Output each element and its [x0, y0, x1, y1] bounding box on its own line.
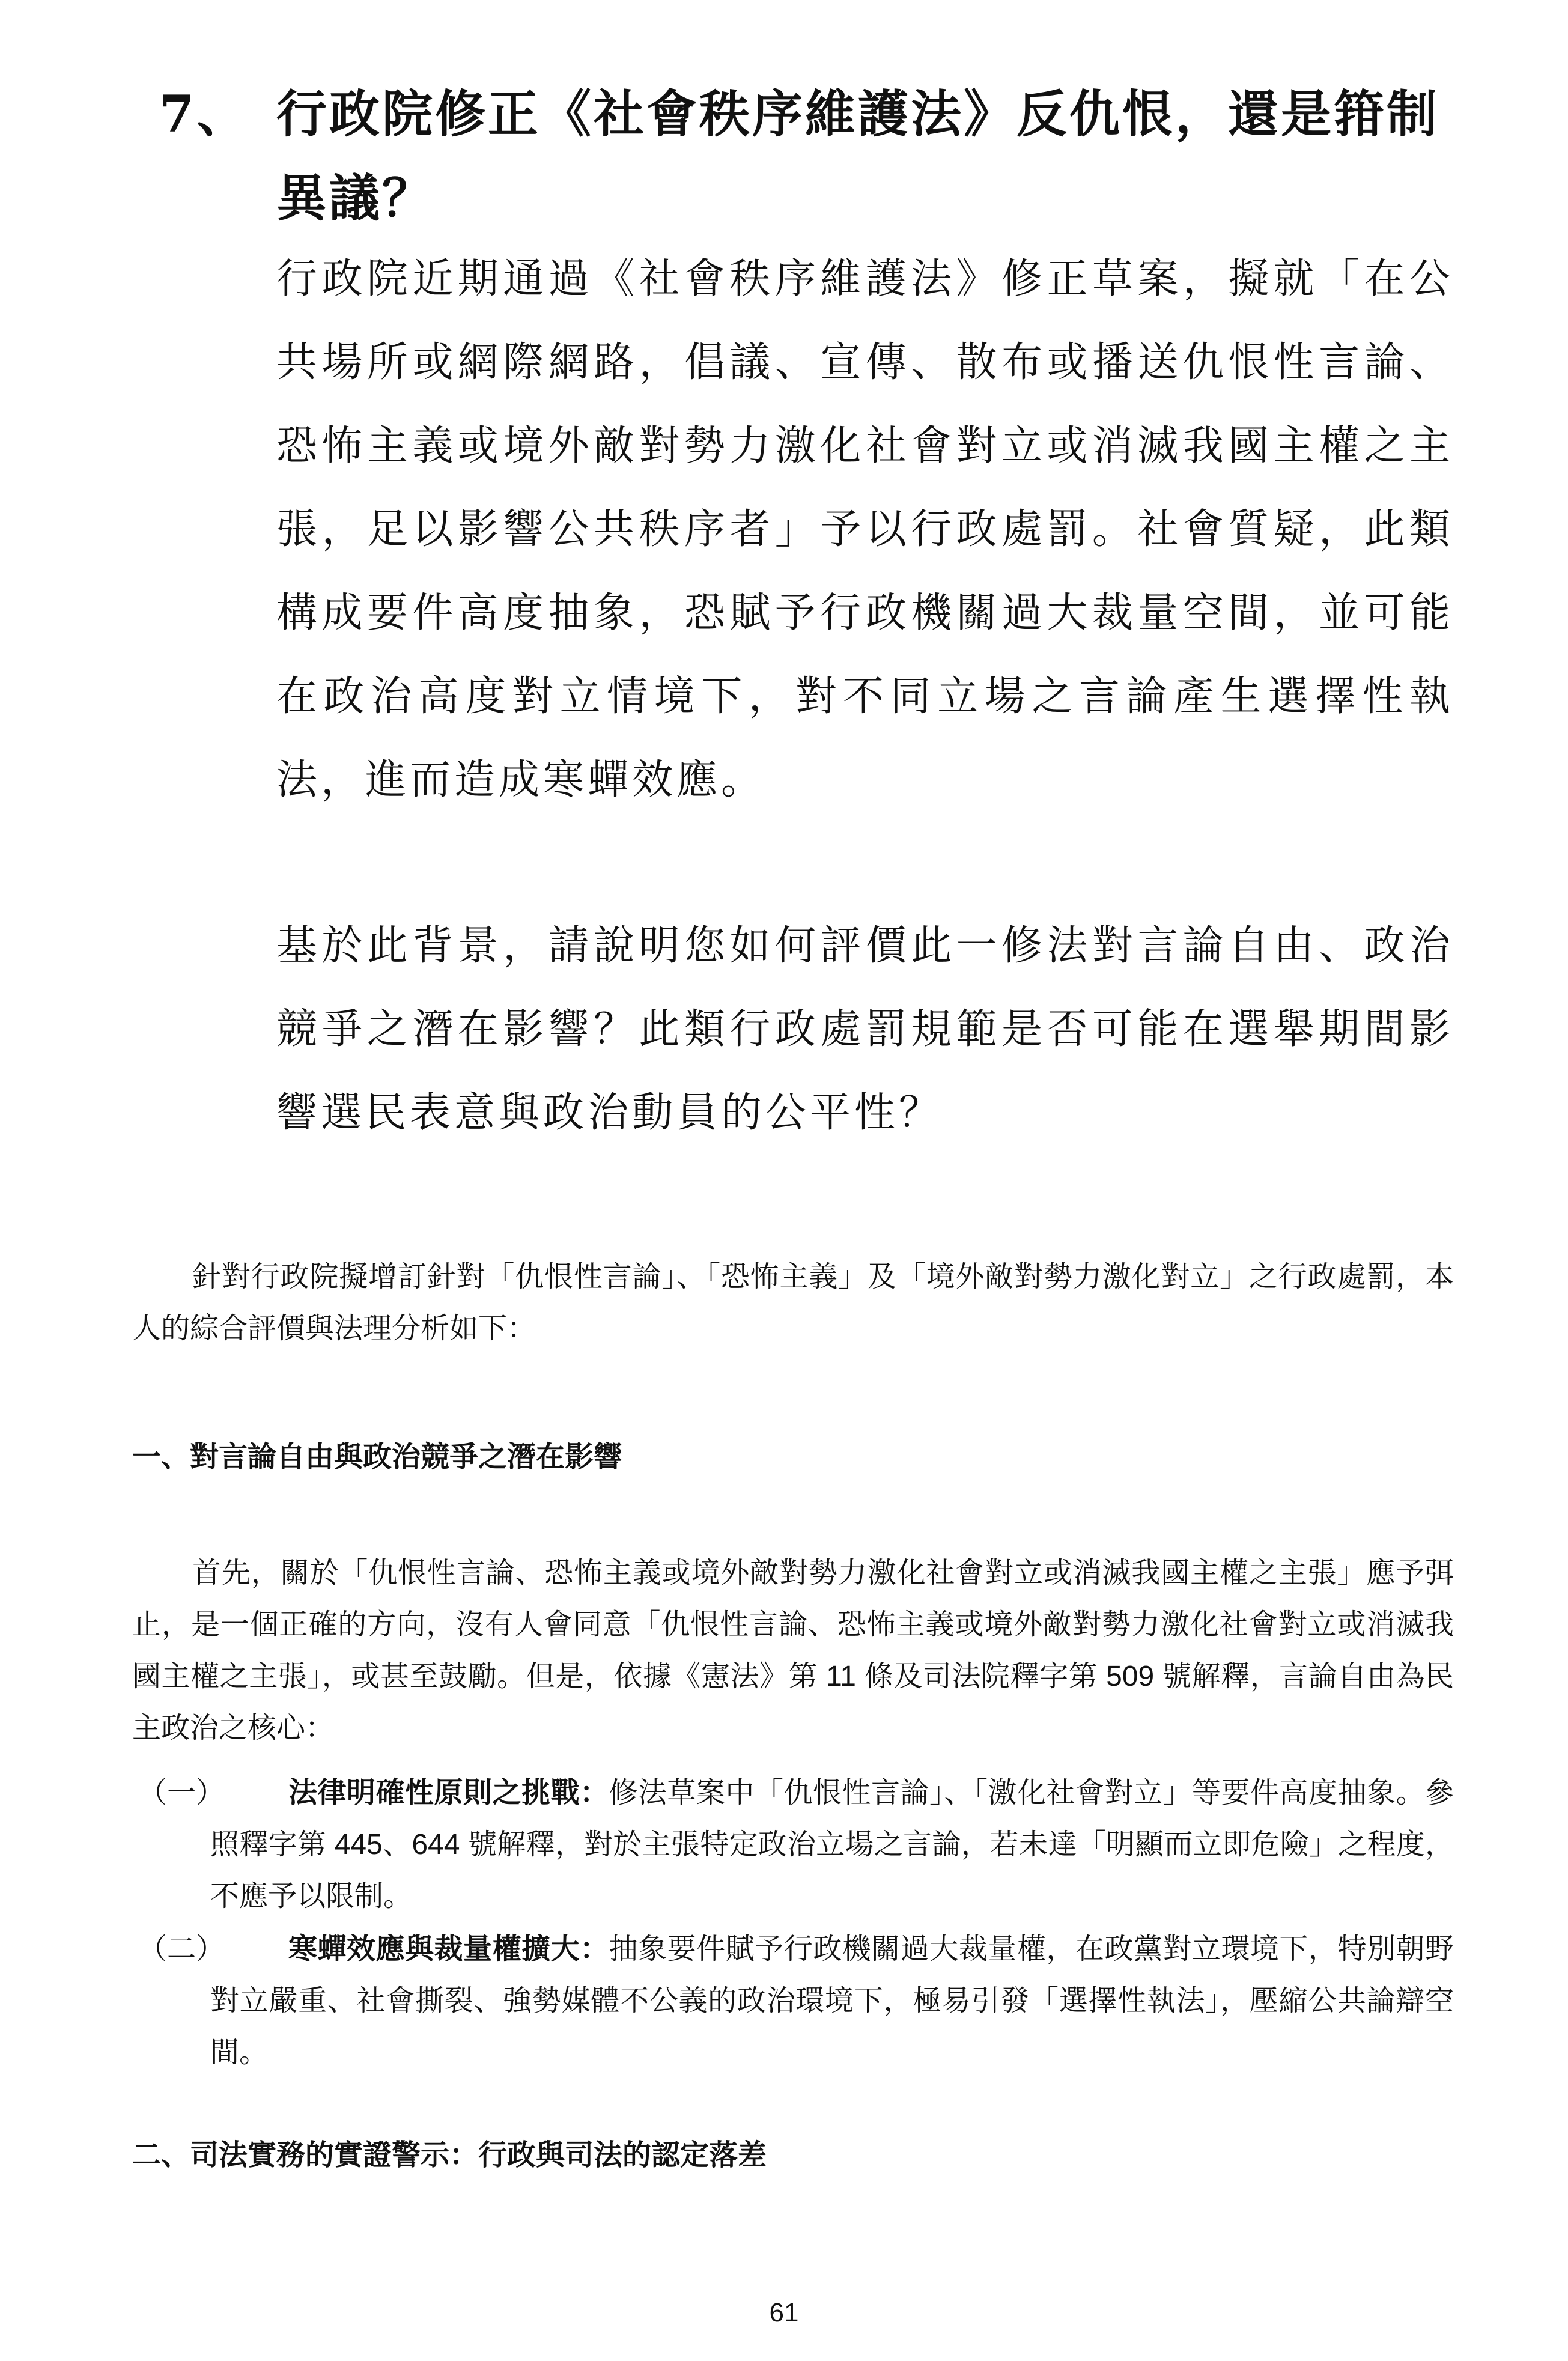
section-heading-2: 二、司法實務的實證警示：行政與司法的認定落差 — [132, 2139, 767, 2171]
list-item — [132, 1924, 1454, 2079]
list-item-lead: 法律明確性原則之挑戰： — [288, 1777, 609, 1809]
list-item-marker: （一） — [138, 1777, 225, 1809]
list-item-text: 抽象要件賦予行政機關過大裁量權，在政黨對立環境下，特別朝野對立嚴重、社會撕裂、強勢媒體不公義的政治環境下，極易引發「選擇性執法」，壓縮公共論辯空間。 — [210, 1933, 1454, 2068]
question-number: 7、 — [159, 84, 250, 144]
question-title: 行政院修正《社會秩序維護法》反仇恨，還是箝制異議？ — [276, 84, 1440, 228]
list-item-text: 修法草案中「仇恨性言論」、「激化社會對立」等要件高度抽象。參照釋字第 445、644 號解釋，對於主張特定政治立場之言論，若未達「明顯而立即危險」之程度，不應予以限制。 — [210, 1777, 1454, 1912]
list-item-marker: （二） — [138, 1933, 225, 1965]
section-heading-1: 一、對言論自由與政治競爭之潛在影響 — [132, 1441, 623, 1473]
question-paragraph-2: 基於此背景，請說明您如何評價此一修法對言論自由、政治競爭之潛在影響？此類行政處罰規範是否可能在選舉期間影響選民表意與政治動員的公平性？ — [276, 922, 1454, 1137]
list-item — [132, 1767, 1454, 1922]
answer-paragraph-1: 首先，關於「仇恨性言論、恐怖主義或境外敵對勢力激化社會對立或消滅我國主權之主張」應予弭止，是一個正確的方向，沒有人會同意「仇恨性言論、恐怖主義或境外敵對勢力激化社會對立或消滅我國主權之主張」，或甚至鼓勵。但是，依據《憲法》第 11 條及司法院釋字第 509 號解釋，言論自由為民主政治之核心： — [132, 1557, 1454, 1744]
list-item-lead: 寒蟬效應與裁量權擴大： — [288, 1933, 609, 1965]
answer-intro: 針對行政院擬增訂針對「仇恨性言論」、「恐怖主義」及「境外敵對勢力激化對立」之行政處罰，本人的綜合評價與法理分析如下： — [132, 1261, 1454, 1345]
question-paragraph-1: 行政院近期通過《社會秩序維護法》修正草案，擬就「在公共場所或網際網路，倡議、宣傳、散布或播送仇恨性言論、恐怖主義或境外敵對勢力激化社會對立或消滅我國主權之主張，足以影響公共秩序者」予以行政處罰。社會質疑，此類構成要件高度抽象，恐賦予行政機關過大裁量空間，並可能在政治高度對立情境下，對不同立場之言論產生選擇性執法，進而造成寒蟬效應。 — [276, 255, 1454, 804]
page-number: 61 — [769, 2298, 799, 2327]
